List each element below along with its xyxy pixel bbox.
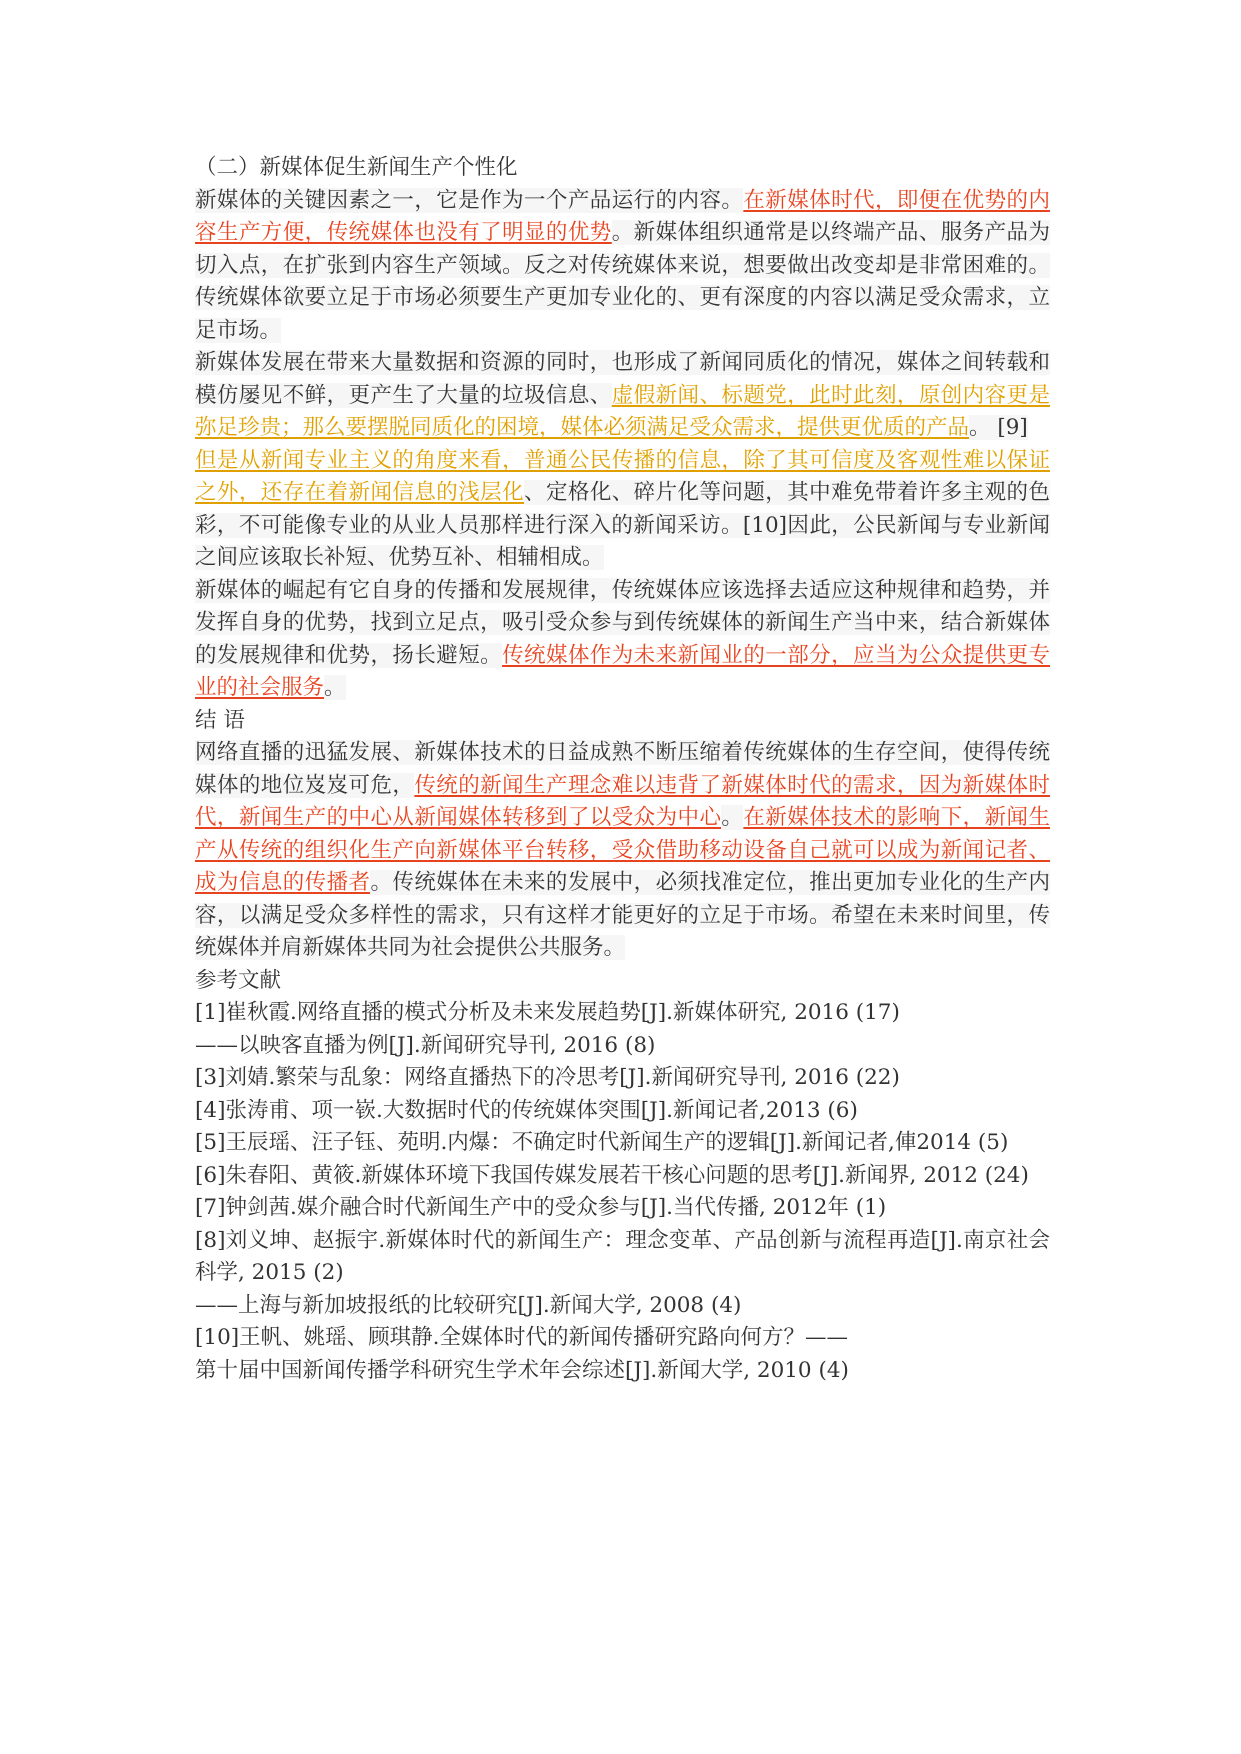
paragraph-1-highlight-red: 在新媒体时代，即便在优势的内容生产方便，传统媒体也没有了明显的优势 xyxy=(195,187,1050,245)
reference-item: [3]刘婧.繁荣与乱象：网络直播热下的冷思考[J].新闻研究导刊, 2016 (22) xyxy=(195,1065,900,1090)
paragraph-2-text-b: 。 [9] xyxy=(969,415,1028,440)
reference-item: ——以映客直播为例[J].新闻研究导刊, 2016 (8) xyxy=(195,1032,656,1058)
paragraph-2-highlight-amber: 虚假新闻、标题党，此时此刻，原创内容更是弥足珍贵；那么要摆脱同质化的困境，媒体必须满足受众需求，提供更优质的产品 xyxy=(195,382,1050,440)
paragraph-1-text-b: 。新媒体组织通常是以终端产品、服务产品为切入点，在扩张到内容生产领域。反之对传统媒体来说，想要做出改变却是非常困难的。传统媒体欲要立足于市场必须要生产更加专业化的、更有深度的内容以满足受众需求，立足市场。 xyxy=(195,220,1050,343)
document-body xyxy=(195,152,1050,1387)
paragraph-4 xyxy=(195,575,1050,705)
reference-item: [10]王帆、姚瑶、顾琪静.全媒体时代的新闻传播研究路向何方？—— xyxy=(195,1325,848,1350)
paragraph-4-text-a: 新媒体的崛起有它自身的传播和发展规律，传统媒体应该选择去适应这种规律和趋势，并发挥自身的优势，找到立足点，吸引受众参与到传统媒体的新闻生产当中来，结合新媒体的发展规律和优势，扬长避短。 xyxy=(195,577,1050,668)
reference-item: [1]崔秋霞.网络直播的模式分析及未来发展趋势[J].新媒体研究, 2016 (17) xyxy=(195,1000,900,1025)
reference-item: 第十届中国新闻传播学科研究生学术年会综述[J].新闻大学, 2010 (4) xyxy=(195,1357,849,1383)
paragraph-2 xyxy=(195,347,1050,445)
paragraph-5 xyxy=(195,737,1050,965)
paragraph-4-highlight-red: 传统媒体作为未来新闻业的一部分，应当为公众提供更专业的社会服务 xyxy=(195,642,1050,700)
paragraph-1-text-a: 新媒体的关键因素之一，它是作为一个产品运行的内容。 xyxy=(195,187,744,213)
reference-item: [5]王辰瑶、汪子钰、苑明.内爆：不确定时代新闻生产的逻辑[J].新闻记者,俥2014 (5) xyxy=(195,1130,1009,1155)
paragraph-5-text-c: 。传统媒体在未来的发展中，必须找准定位，推出更加专业化的生产内容，以满足受众多样性的需求，只有这样才能更好的立足于市场。希望在未来时间里，传统媒体并肩新媒体共同为社会提供公共服务。 xyxy=(195,870,1050,960)
paragraph-5-highlight-red-1: 传统的新闻生产理念难以违背了新媒体时代的需求，因为新媒体时代，新闻生产的中心从新闻媒体转移到了以受众为中心 xyxy=(195,772,1050,830)
paragraph-1 xyxy=(195,185,1050,348)
section-heading: （二）新媒体促生新闻生产个性化 xyxy=(195,155,518,180)
references-heading: 参考文献 xyxy=(195,967,282,993)
reference-item: [7]钟剑茜.媒介融合时代新闻生产中的受众参与[J].当代传播, 2012年 (1) xyxy=(195,1195,887,1220)
reference-item: ——上海与新加坡报纸的比较研究[J].新闻大学, 2008 (4) xyxy=(195,1292,742,1318)
paragraph-3-text-b: 、定格化、碎片化等问题，其中难免带着许多主观的色彩，不可能像专业的从业人员那样进行深入的新闻采访。[10]因此，公民新闻与专业新闻之间应该取长补短、优势互补、相辅相成。 xyxy=(195,480,1050,570)
paragraph-3-highlight-amber: 但是从新闻专业主义的角度来看，普通公民传播的信息，除了其可信度及客观性难以保证之外，还存在着新闻信息的浅层化 xyxy=(195,447,1050,505)
reference-item: [8]刘义坤、赵振宇.新媒体时代的新闻生产：理念变革、产品创新与流程再造[J].南京社会科学, 2015 (2) xyxy=(195,1227,1050,1285)
paragraph-5-text-a: 网络直播的迅猛发展、新媒体技术的日益成熟不断压缩着传统媒体的生存空间，使得传统媒体的地位岌岌可危， xyxy=(195,740,1050,798)
paragraph-2-text-a: 新媒体发展在带来大量数据和资源的同时，也形成了新闻同质化的情况，媒体之间转载和模仿屡见不鲜，更产生了大量的垃圾信息、 xyxy=(195,350,1050,408)
paragraph-4-text-b: 。 xyxy=(324,675,346,700)
conclusion-heading: 结 语 xyxy=(195,707,245,733)
reference-item: [4]张涛甫、项一嵚.大数据时代的传统媒体突围[J].新闻记者,2013 (6) xyxy=(195,1097,858,1123)
paragraph-5-text-b: 。 xyxy=(721,805,744,830)
paragraph-3 xyxy=(195,445,1050,575)
paragraph-5-highlight-red-2: 在新媒体技术的影响下，新闻生产从传统的组织化生产向新媒体平台转移，受众借助移动设备自己就可以成为新闻记者、成为信息的传播者 xyxy=(195,805,1050,895)
reference-item: [6]朱春阳、黄筱.新媒体环境下我国传媒发展若干核心问题的思考[J].新闻界, 2012 (24) xyxy=(195,1162,1029,1188)
